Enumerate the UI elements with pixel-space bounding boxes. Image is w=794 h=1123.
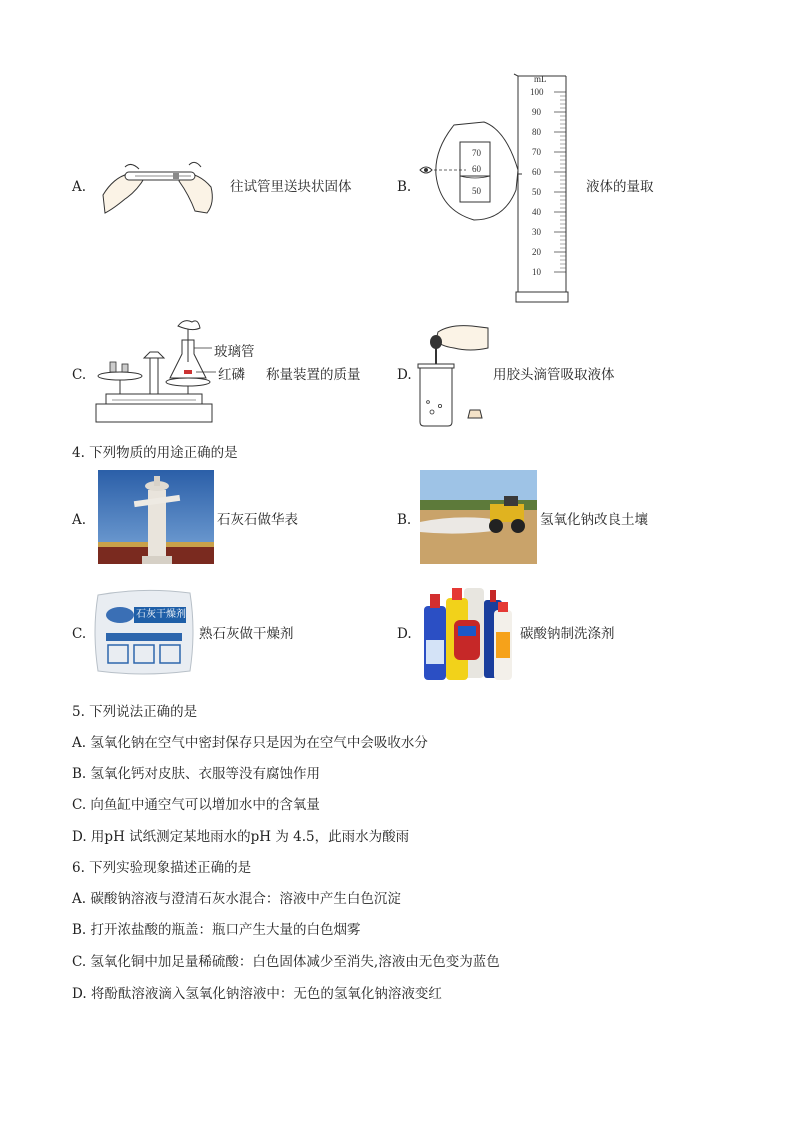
farm-tractor-photo [420,470,537,564]
desiccant-pack-photo [92,585,196,677]
q4-stem: 4. 下列物质的用途正确的是 [72,445,238,461]
cylinder-tick-20: 20 [532,247,541,257]
cylinder-tick-30: 30 [532,227,541,237]
q4-option-d-letter: D. [397,626,412,642]
q4-option-d-text: 碳酸钠制洗涤剂 [520,626,615,642]
cylinder-tick-80: 80 [532,127,541,137]
q6-option-a: A. 碳酸钠溶液与澄清石灰水混合：溶液中产生白色沉淀 [72,891,401,907]
zoom-tick-50: 50 [472,186,481,196]
q4-option-a-letter: A. [72,512,87,528]
cylinder-tick-60: 60 [532,167,541,177]
cylinder-tick-40: 40 [532,207,541,217]
cylinder-tick-10: 10 [532,267,541,277]
q3-option-c-letter: C. [72,367,87,383]
q3-option-b-letter: B. [397,179,412,195]
desiccant-pack-label: 石灰干燥剂 [136,609,186,620]
q4-option-b-letter: B. [397,512,412,528]
huabiao-photo [98,470,214,564]
q6-stem: 6. 下列实验现象描述正确的是 [72,860,252,876]
detergent-bottles-photo [418,580,518,684]
zoom-tick-70: 70 [472,148,481,158]
q3-option-d-letter: D. [397,367,412,383]
zoom-tick-60: 60 [472,164,481,174]
q6-option-d: D. 将酚酞溶液滴入氢氧化钠溶液中：无色的氢氧化钠溶液变红 [72,986,442,1002]
cylinder-tick-70: 70 [532,147,541,157]
balance-flask-figure [92,318,217,428]
q4-option-c-letter: C. [72,626,87,642]
q6-option-b: B. 打开浓盐酸的瓶盖：瓶口产生大量的白色烟雾 [72,922,361,938]
q3-option-b-text: 液体的量取 [586,179,654,195]
q4-option-a-text: 石灰石做华表 [217,512,298,528]
q5-option-b: B. 氢氧化钙对皮肤、衣服等没有腐蚀作用 [72,766,321,782]
cylinder-tick-50: 50 [532,187,541,197]
red-phosphorus-label: 红磷 [218,367,245,383]
q5-option-c: C. 向鱼缸中通空气可以增加水中的含氧量 [72,797,320,813]
glass-tube-label: 玻璃管 [214,344,255,360]
q6-option-c: C. 氢氧化铜中加足量稀硫酸：白色固体减少至消失,溶液由无色变为蓝色 [72,954,500,970]
q5-option-a: A. 氢氧化钠在空气中密封保存只是因为在空气中会吸收水分 [72,735,428,751]
cylinder-tick-100: 100 [530,87,544,97]
q4-option-c-text: 熟石灰做干燥剂 [199,626,294,642]
graduated-cylinder-figure [414,70,579,306]
q5-stem: 5. 下列说法正确的是 [72,704,198,720]
q4-option-b-text: 氢氧化钠改良土壤 [540,512,648,528]
q3-option-c-text: 称量装置的质量 [266,367,361,383]
q5-option-d: D. 用pH 试纸测定某地雨水的pH 为 4.5，此雨水为酸雨 [72,829,410,845]
dropper-figure [410,318,490,428]
q3-option-d-text: 用胶头滴管吸取液体 [493,367,615,383]
cylinder-unit-label: mL [534,74,547,84]
test-tube-insertion-figure [95,155,220,217]
q3-option-a-text: 往试管里送块状固体 [230,179,352,195]
q3-option-a-letter: A. [72,179,87,195]
cylinder-tick-90: 90 [532,107,541,117]
